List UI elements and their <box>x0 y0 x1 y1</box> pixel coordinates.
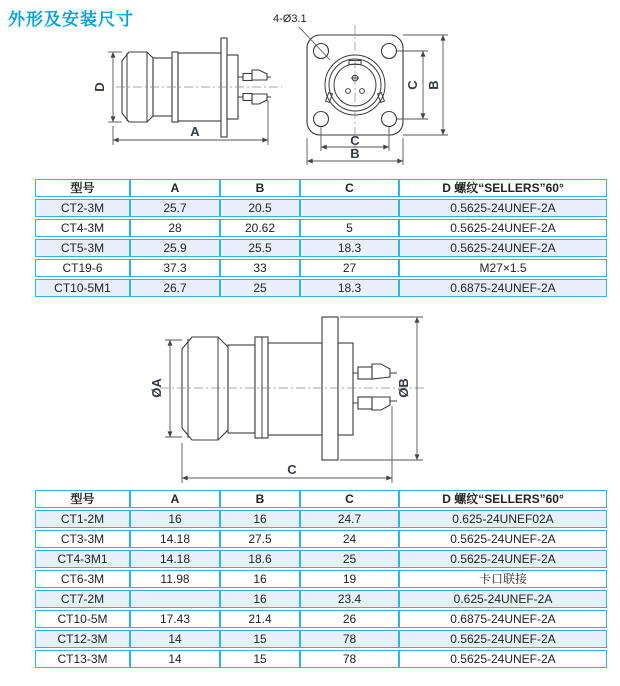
table-row <box>35 650 607 668</box>
value-cell: 18.3 <box>300 279 399 297</box>
value-cell: 0.5625-24UNEF-2A <box>399 530 607 548</box>
value-cell: 18.3 <box>300 239 399 257</box>
model-cell: CT13-3M <box>35 650 130 668</box>
dim-ob-label: ØB <box>396 378 411 398</box>
value-cell: 16 <box>220 510 300 528</box>
value-cell: 卡口联接 <box>399 570 607 588</box>
column-header: D 螺纹“SELLERS”60° <box>399 490 607 508</box>
column-header: B <box>220 179 300 197</box>
model-cell: CT3-3M <box>35 530 130 548</box>
value-cell: 0.625-24UNEF-2A <box>399 590 607 608</box>
value-cell: 0.6875-24UNEF-2A <box>399 279 607 297</box>
value-cell: 0.5625-24UNEF-2A <box>399 550 607 568</box>
column-header: A <box>130 179 220 197</box>
value-cell: 0.625-24UNEF02A <box>399 510 607 528</box>
connector-plug-drawing <box>0 0 620 180</box>
value-cell: 18.6 <box>220 550 300 568</box>
value-cell: 25 <box>220 279 300 297</box>
value-cell: 16 <box>130 510 220 528</box>
value-cell <box>300 199 399 217</box>
model-cell: CT12-3M <box>35 630 130 648</box>
model-cell: CT4-3M1 <box>35 550 130 568</box>
value-cell: 14.18 <box>130 530 220 548</box>
model-cell: CT7-2M <box>35 590 130 608</box>
dim-c-right-label: C <box>405 80 420 90</box>
value-cell: 0.5625-24UNEF-2A <box>399 219 607 237</box>
column-header: 型号 <box>35 490 130 508</box>
dim-b-bottom-label: B <box>350 146 360 161</box>
value-cell: 26 <box>300 610 399 628</box>
table <box>35 488 607 670</box>
value-cell: 25.5 <box>220 239 300 257</box>
model-cell: CT4-3M <box>35 219 130 237</box>
page-title: 外形及安装尺寸 <box>8 10 134 29</box>
model-cell: CT19-6 <box>35 259 130 277</box>
value-cell: 11.98 <box>130 570 220 588</box>
value-cell: 14 <box>130 630 220 648</box>
table-row <box>35 199 607 217</box>
header-row <box>35 179 607 197</box>
table-row <box>35 279 607 297</box>
value-cell <box>130 590 220 608</box>
side-view <box>116 38 282 137</box>
column-header: C <box>300 179 399 197</box>
value-cell: 16 <box>220 570 300 588</box>
table-row <box>35 610 607 628</box>
column-header: B <box>220 490 300 508</box>
value-cell: 27.5 <box>220 530 300 548</box>
value-cell: 26.7 <box>130 279 220 297</box>
dim-oa-label: ØA <box>149 378 164 398</box>
hole-callout: 4-Ø3.1 <box>273 13 307 25</box>
flange-front-view <box>273 13 403 150</box>
table-row <box>35 530 607 548</box>
value-cell: 19 <box>300 570 399 588</box>
value-cell: 24.7 <box>300 510 399 528</box>
value-cell: 23.4 <box>300 590 399 608</box>
dim-d-label: D <box>92 82 107 92</box>
value-cell: 15 <box>220 650 300 668</box>
value-cell: 14 <box>130 650 220 668</box>
dim-c-bottom-label: C <box>350 133 360 148</box>
model-cell: CT10-5M1 <box>35 279 130 297</box>
connector-receptacle-drawing <box>0 300 620 490</box>
value-cell: 37.3 <box>130 259 220 277</box>
value-cell: 0.5625-24UNEF-2A <box>399 650 607 668</box>
dimension-table-2 <box>35 488 607 670</box>
table-row <box>35 590 607 608</box>
value-cell: 25 <box>300 550 399 568</box>
column-header: C <box>300 490 399 508</box>
table <box>35 177 607 299</box>
value-cell: 0.6875-24UNEF-2A <box>399 610 607 628</box>
model-cell: CT2-3M <box>35 199 130 217</box>
table-row <box>35 570 607 588</box>
value-cell: 0.5625-24UNEF-2A <box>399 630 607 648</box>
value-cell: 16 <box>220 590 300 608</box>
table-row <box>35 510 607 528</box>
column-header: A <box>130 490 220 508</box>
header-row <box>35 490 607 508</box>
value-cell: 0.5625-24UNEF-2A <box>399 239 607 257</box>
dim-b-right-label: B <box>426 80 441 90</box>
table-row <box>35 550 607 568</box>
value-cell: 27 <box>300 259 399 277</box>
value-cell: 33 <box>220 259 300 277</box>
value-cell: 20.5 <box>220 199 300 217</box>
value-cell: 78 <box>300 630 399 648</box>
side-view-large <box>160 317 425 460</box>
model-cell: CT1-2M <box>35 510 130 528</box>
value-cell: 0.5625-24UNEF-2A <box>399 199 607 217</box>
dim-a-label: A <box>190 124 200 139</box>
value-cell: 20.62 <box>220 219 300 237</box>
table-row <box>35 630 607 648</box>
value-cell: 14.18 <box>130 550 220 568</box>
table-row <box>35 239 607 257</box>
value-cell: M27×1.5 <box>399 259 607 277</box>
value-cell: 78 <box>300 650 399 668</box>
value-cell: 15 <box>220 630 300 648</box>
model-cell: CT10-5M <box>35 610 130 628</box>
value-cell: 21.4 <box>220 610 300 628</box>
value-cell: 25.7 <box>130 199 220 217</box>
value-cell: 5 <box>300 219 399 237</box>
dimension-table-1 <box>35 177 607 299</box>
value-cell: 24 <box>300 530 399 548</box>
table-row <box>35 219 607 237</box>
model-cell: CT6-3M <box>35 570 130 588</box>
table-row <box>35 259 607 277</box>
column-header: D 螺纹“SELLERS”60° <box>399 179 607 197</box>
value-cell: 25.9 <box>130 239 220 257</box>
column-header: 型号 <box>35 179 130 197</box>
value-cell: 28 <box>130 219 220 237</box>
model-cell: CT5-3M <box>35 239 130 257</box>
value-cell: 17.43 <box>130 610 220 628</box>
dim-c-label: C <box>287 462 297 477</box>
